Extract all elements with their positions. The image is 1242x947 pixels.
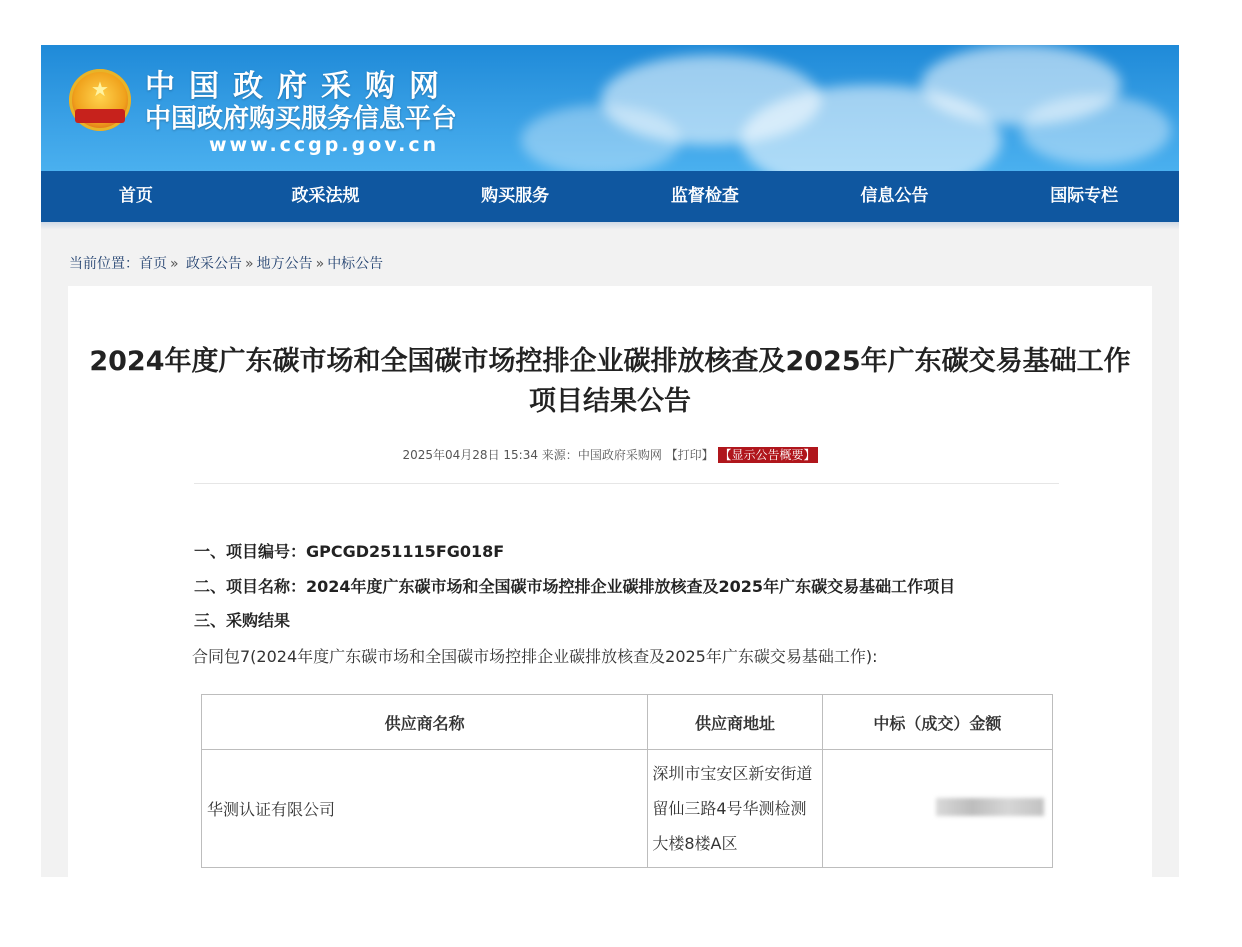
- nav-shadow: [41, 222, 1179, 230]
- breadcrumb: [69, 253, 383, 273]
- main-nav: [41, 171, 1179, 223]
- breadcrumb-local-notices[interactable]: 地方公告: [256, 256, 313, 272]
- header-supplier-name: 供应商名称: [202, 695, 648, 750]
- national-emblem-icon: ★: [69, 69, 131, 131]
- site-url: www.ccgp.gov.cn: [209, 134, 440, 156]
- supplier-name: 华测认证有限公司: [202, 750, 648, 868]
- site-title[interactable]: 中国政府采购网: [145, 69, 453, 104]
- breadcrumb-award-notices[interactable]: 中标公告: [327, 256, 384, 272]
- article-title: 2024年度广东碳市场和全国碳市场控排企业碳排放核查及2025年广东碳交易基础工作项目结果公告: [89, 346, 1131, 417]
- breadcrumb-home[interactable]: 首页: [139, 256, 167, 272]
- nav-item-international[interactable]: 国际专栏: [1050, 186, 1119, 206]
- result-table: [201, 694, 1053, 868]
- breadcrumb-separator: »: [315, 256, 325, 272]
- table-header-row: [202, 695, 1053, 750]
- divider: [194, 483, 1059, 484]
- breadcrumb-prefix: 当前位置：: [69, 256, 139, 272]
- source-label: 来源：: [541, 448, 578, 462]
- project-number: 一、项目编号：GPCGD251115FG018F: [194, 542, 505, 561]
- article-panel: [68, 286, 1152, 877]
- publish-date: 2025年04月28日 15:34: [402, 448, 538, 462]
- print-link[interactable]: 【打印】: [665, 448, 714, 462]
- breadcrumb-separator: »: [245, 256, 254, 272]
- header-award-amount: 中标（成交）金额: [822, 695, 1052, 750]
- result-heading: 三、采购结果: [194, 611, 291, 630]
- table-row: [202, 750, 1053, 868]
- article-meta: [68, 446, 1152, 463]
- project-name: 二、项目名称：2024年度广东碳市场和全国碳市场控排企业碳排放核查及2025年广东碳交易基础工作项目: [194, 577, 956, 596]
- contract-package-line: 合同包7(2024年度广东碳市场和全国碳市场控排企业碳排放核查及2025年广东碳交易基础工作):: [192, 647, 878, 666]
- source-name: 中国政府采购网: [577, 448, 662, 462]
- breadcrumb-separator: »: [170, 256, 179, 272]
- site-banner: [41, 45, 1179, 171]
- nav-item-announcements[interactable]: 信息公告: [860, 186, 929, 206]
- breadcrumb-procurement-notices[interactable]: 政采公告: [186, 256, 243, 272]
- supplier-address: 深圳市宝安区新安街道留仙三路4号华测检测大楼8楼A区: [648, 750, 822, 868]
- award-amount: [822, 750, 1052, 868]
- nav-item-supervision[interactable]: 监督检查: [670, 186, 739, 206]
- nav-item-purchase-services[interactable]: 购买服务: [481, 186, 550, 206]
- nav-item-home[interactable]: 首页: [118, 186, 153, 206]
- show-summary-button[interactable]: 【显示公告概要】: [719, 448, 816, 462]
- page-frame: [41, 45, 1179, 877]
- site-subtitle: 中国政府购买服务信息平台: [145, 104, 458, 134]
- nav-item-regulations[interactable]: 政采法规: [291, 186, 360, 206]
- header-supplier-address: 供应商地址: [648, 695, 822, 750]
- redacted-amount: [936, 798, 1044, 816]
